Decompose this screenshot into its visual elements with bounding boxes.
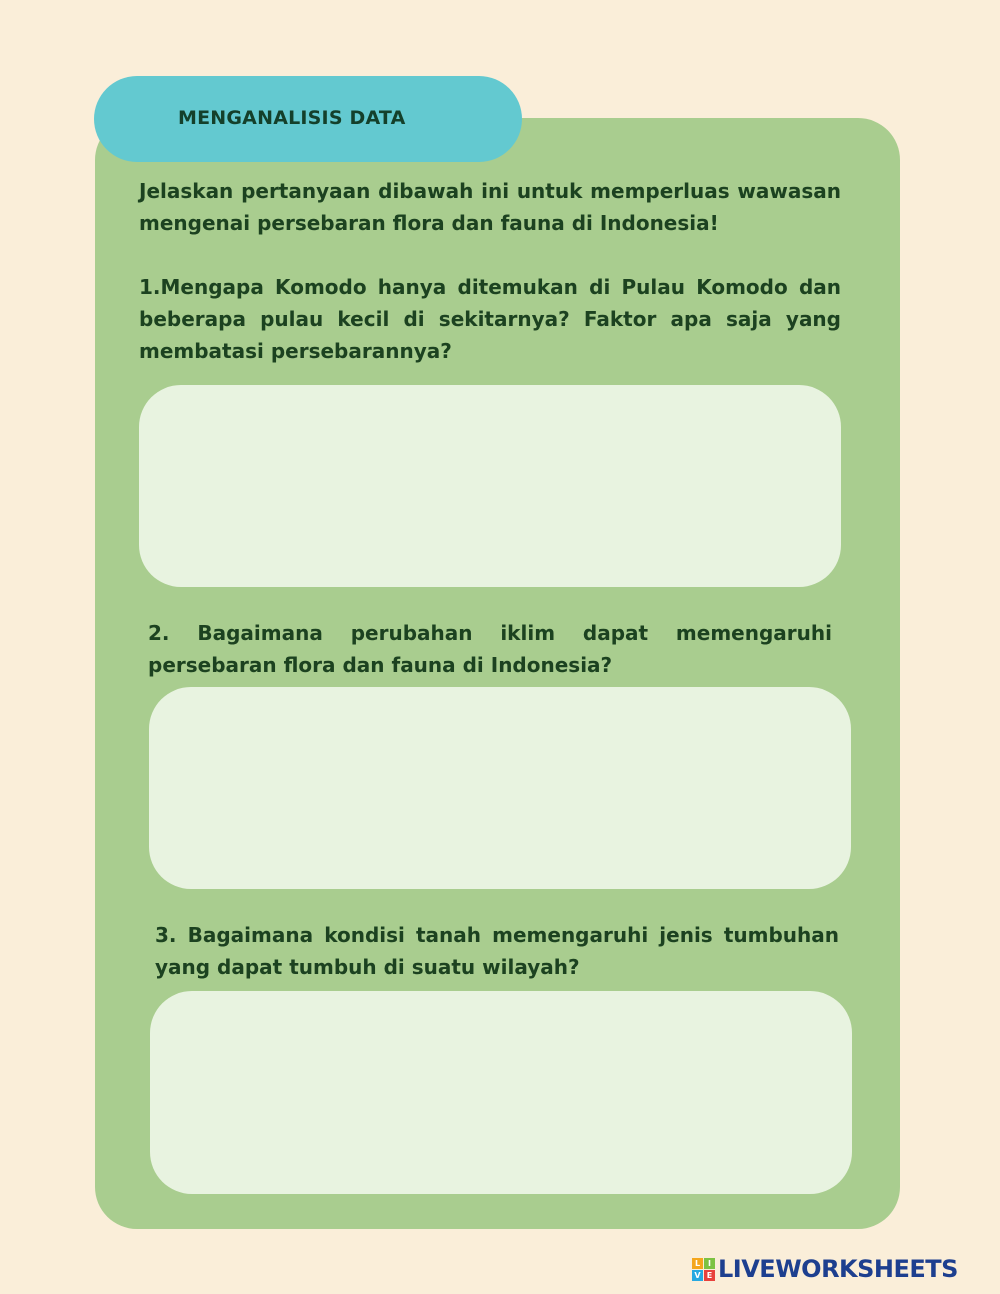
question-3-text: 3. Bagaimana kondisi tanah memengaruhi jenis tumbuhan yang dapat tumbuh di suatu wilayah? xyxy=(155,923,839,979)
logo-letter-i: I xyxy=(704,1258,715,1269)
logo-letter-e: E xyxy=(704,1270,715,1281)
question-1-text: 1.Mengapa Komodo hanya ditemukan di Pulau Komodo dan beberapa pulau kecil di sekitarnya? Faktor apa saja yang membatasi persebarannya? xyxy=(139,275,841,363)
section-title-badge xyxy=(94,76,522,162)
logo-letter-l: L xyxy=(692,1258,703,1269)
question-2-text: 2. Bagaimana perubahan iklim dapat memengaruhi persebaran flora dan fauna di Indonesia? xyxy=(148,621,832,677)
logo-letter-v: V xyxy=(692,1270,703,1281)
answer-3-field[interactable] xyxy=(150,991,852,1194)
answer-1-field[interactable] xyxy=(139,385,841,587)
intro-text: Jelaskan pertanyaan dibawah ini untuk memperluas wawasan mengenai persebaran flora dan fauna di Indonesia! xyxy=(139,179,841,235)
liveworksheets-logo xyxy=(692,1255,958,1283)
section-title: MENGANALISIS DATA xyxy=(178,107,406,129)
answer-2-field[interactable] xyxy=(149,687,851,889)
logo-icon xyxy=(692,1258,715,1281)
logo-text: LIVEWORKSHEETS xyxy=(718,1255,958,1283)
